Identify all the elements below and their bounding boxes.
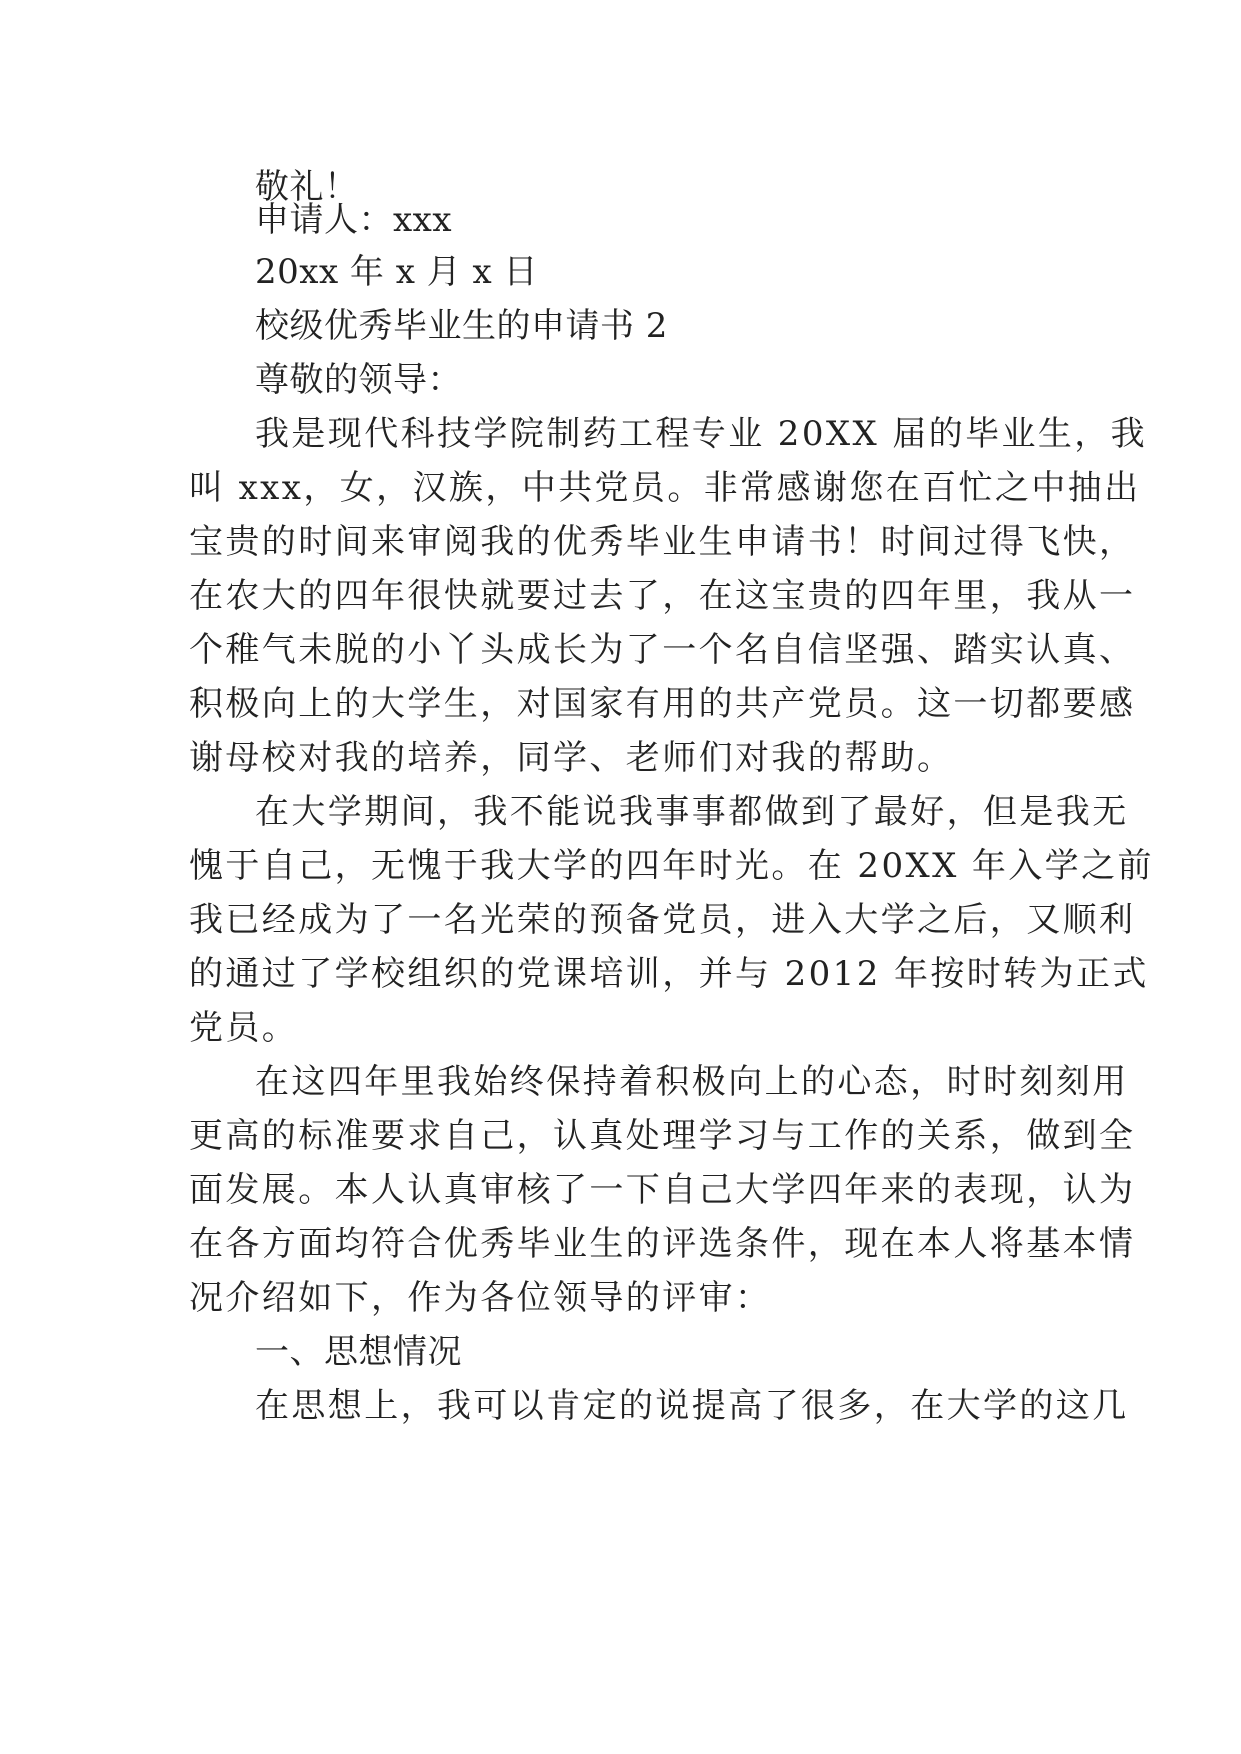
greeting-line: 尊敬的领导： [255,360,462,400]
paragraph-line: 的通过了学校组织的党课培训，并与 2012 年按时转为正式 [189,954,1149,994]
paragraph-line: 我已经成为了一名光荣的预备党员，进入大学之后，又顺利 [189,900,1136,940]
date-line: 20xx 年 x 月 x 日 [255,252,539,292]
paragraph-line: 谢母校对我的培养，同学、老师们对我的帮助。 [189,738,954,778]
paragraph-line: 在思想上，我可以肯定的说提高了很多，在大学的这几 [255,1386,1129,1426]
paragraph-line: 在农大的四年很快就要过去了，在这宝贵的四年里，我从一 [189,576,1136,616]
applicant-line: 申请人：xxx [255,200,453,240]
paragraph-line: 更高的标准要求自己，认真处理学习与工作的关系，做到全 [189,1116,1136,1156]
closing-salutation: 敬礼！ [255,167,359,207]
paragraph-line: 我是现代科技学院制药工程专业 20XX 届的毕业生，我 [255,414,1148,454]
paragraph-line: 况介绍如下，作为各位领导的评审： [189,1278,772,1318]
paragraph-line: 积极向上的大学生，对国家有用的共产党员。这一切都要感 [189,684,1136,724]
paragraph-line: 宝贵的时间来审阅我的优秀毕业生申请书！时间过得飞快， [189,522,1136,562]
paragraph-line: 在大学期间，我不能说我事事都做到了最好，但是我无 [255,792,1129,832]
paragraph-line: 在这四年里我始终保持着积极向上的心态，时时刻刻用 [255,1062,1129,1102]
paragraph-line: 愧于自己，无愧于我大学的四年时光。在 20XX 年入学之前 [189,846,1154,886]
section-title: 校级优秀毕业生的申请书 2 [255,306,668,346]
paragraph-line: 叫 xxx，女，汉族，中共党员。非常感谢您在百忙之中抽出 [189,468,1141,508]
subsection-heading: 一、思想情况 [255,1332,462,1372]
paragraph-line: 个稚气未脱的小丫头成长为了一个名自信坚强、踏实认真、 [189,630,1136,670]
paragraph-line: 面发展。本人认真审核了一下自己大学四年来的表现，认为 [189,1170,1136,1210]
paragraph-line: 在各方面均符合优秀毕业生的评选条件，现在本人将基本情 [189,1224,1136,1264]
paragraph-line: 党员。 [189,1008,299,1048]
